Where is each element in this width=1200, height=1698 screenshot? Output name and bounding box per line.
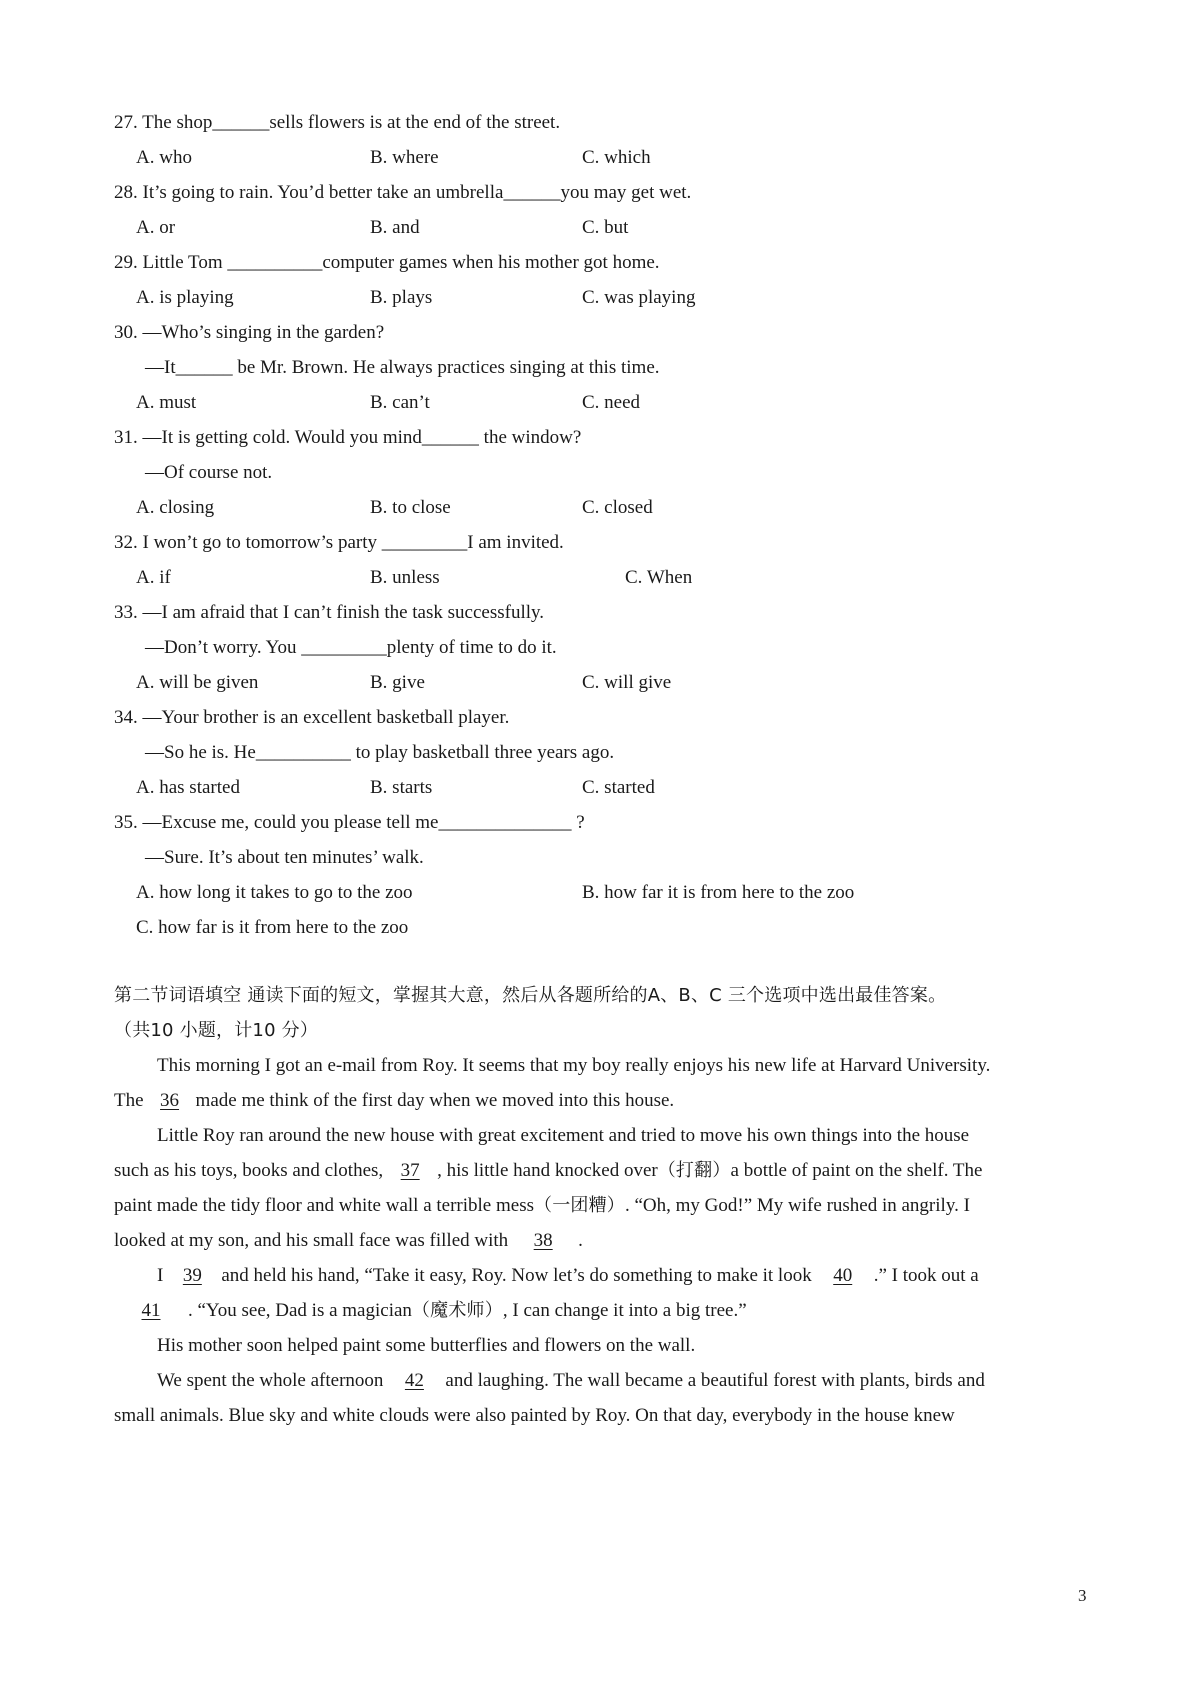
answer-blank: ______ [503, 182, 561, 203]
option-a: A. if [136, 567, 171, 588]
question-31-reply: —Of course not. [145, 462, 273, 483]
question-29: 29. Little Tom __________computer games when his mother got home. [114, 252, 660, 273]
passage-line: paint made the tidy floor and white wall a terrible mess（一团糟）. “Oh, my God!” My wife rushed in angrily. I [114, 1195, 970, 1216]
option-b: B. to close [370, 497, 451, 518]
option-c: C. but [582, 217, 629, 238]
page-number: 3 [1078, 1586, 1087, 1605]
question-27: 27. The shop______sells flowers is at the end of the street. [114, 112, 561, 133]
option-b: B. how far it is from here to the zoo [582, 882, 855, 903]
passage-line: This morning I got an e-mail from Roy. It seems that my boy really enjoys his new life at Harvard University. [157, 1055, 991, 1076]
option-a: A. who [136, 147, 192, 168]
blank-38: 38 [533, 1230, 553, 1251]
passage-line: small animals. Blue sky and white clouds were also painted by Roy. On that day, everybody in the house knew [114, 1405, 955, 1426]
answer-blank: ______ [212, 112, 270, 133]
answer-blank: __________ [255, 742, 351, 763]
option-c: C. When [625, 567, 693, 588]
option-c: C. was playing [582, 287, 696, 308]
question-number: 30. [114, 322, 138, 343]
option-b: B. give [370, 672, 425, 693]
section-heading: 第二节词语填空 通读下面的短文，掌握其大意，然后从各题所给的A、B、C 三个选项中选出最佳答案。 [114, 985, 947, 1006]
question-30-reply: —It______ be Mr. Brown. He always practices singing at this time. [145, 357, 660, 378]
answer-blank: ______________ [438, 812, 572, 833]
option-c: C. started [582, 777, 655, 798]
answer-blank: ______ [175, 357, 233, 378]
option-b: B. starts [370, 777, 433, 798]
option-b: B. unless [370, 567, 440, 588]
passage-line: looked at my son, and his small face was filled with 38 . [114, 1228, 583, 1254]
question-number: 33. [114, 602, 138, 623]
answer-blank: __________ [227, 252, 323, 273]
question-33: 33. —I am afraid that I can’t finish the task successfully. [114, 602, 545, 623]
question-33-reply: —Don’t worry. You _________plenty of time to do it. [145, 637, 557, 658]
option-c: C. will give [582, 672, 672, 693]
option-a: A. will be given [136, 672, 259, 693]
passage-line: I 39 and held his hand, “Take it easy, Roy. Now let’s do something to make it look 40 .” I took out a [157, 1263, 979, 1289]
blank-42: 42 [404, 1370, 424, 1391]
passage-line: such as his toys, books and clothes, 37 , his little hand knocked over（打翻）a bottle of paint on the shelf. The [114, 1158, 982, 1184]
question-28: 28. It’s going to rain. You’d better take an umbrella______you may get wet. [114, 182, 692, 203]
question-number: 27. [114, 112, 138, 133]
option-b: B. plays [370, 287, 433, 308]
blank-39: 39 [182, 1265, 202, 1286]
question-number: 32. [114, 532, 138, 553]
question-31: 31. —It is getting cold. Would you mind______ the window? [114, 427, 582, 448]
question-34: 34. —Your brother is an excellent basketball player. [114, 707, 510, 728]
blank-36: 36 [160, 1090, 180, 1111]
option-c: C. how far is it from here to the zoo [136, 917, 409, 938]
answer-blank: _________ [381, 532, 468, 553]
question-32: 32. I won’t go to tomorrow’s party _________I am invited. [114, 532, 564, 553]
option-a: A. how long it takes to go to the zoo [136, 882, 413, 903]
answer-blank: ______ [421, 427, 479, 448]
option-b: B. can’t [370, 392, 430, 413]
question-35: 35. —Excuse me, could you please tell me______________ ? [114, 812, 585, 833]
question-number: 28. [114, 182, 138, 203]
question-number: 34. [114, 707, 138, 728]
section-heading-score: （共10 小题，计10 分） [114, 1020, 319, 1041]
question-34-reply: —So he is. He__________ to play basketball three years ago. [145, 742, 615, 763]
passage-line: The 36 made me think of the first day when we moved into this house. [114, 1088, 674, 1114]
question-number: 35. [114, 812, 138, 833]
blank-41: 41 [141, 1300, 161, 1321]
option-a: A. has started [136, 777, 240, 798]
passage-line: We spent the whole afternoon 42 and laughing. The wall became a beautiful forest with plants, birds and [157, 1368, 985, 1394]
passage-line: Little Roy ran around the new house with great excitement and tried to move his own things into the house [157, 1125, 970, 1146]
question-30: 30. —Who’s singing in the garden? [114, 322, 385, 343]
option-b: B. and [370, 217, 420, 238]
passage-line: 41 . “You see, Dad is a magician（魔术师）, I can change it into a big tree.” [114, 1298, 747, 1324]
option-c: C. closed [582, 497, 653, 518]
option-a: A. or [136, 217, 176, 238]
option-c: C. which [582, 147, 651, 168]
blank-40: 40 [833, 1265, 853, 1286]
option-a: A. must [136, 392, 197, 413]
question-number: 31. [114, 427, 138, 448]
answer-blank: _________ [301, 637, 387, 658]
option-a: A. is playing [136, 287, 234, 308]
question-35-reply: —Sure. It’s about ten minutes’ walk. [145, 847, 424, 868]
option-b: B. where [370, 147, 439, 168]
passage-line: His mother soon helped paint some butterflies and flowers on the wall. [157, 1335, 696, 1356]
blank-37: 37 [400, 1160, 420, 1181]
option-c: C. need [582, 392, 641, 413]
option-a: A. closing [136, 497, 215, 518]
question-number: 29. [114, 252, 138, 273]
